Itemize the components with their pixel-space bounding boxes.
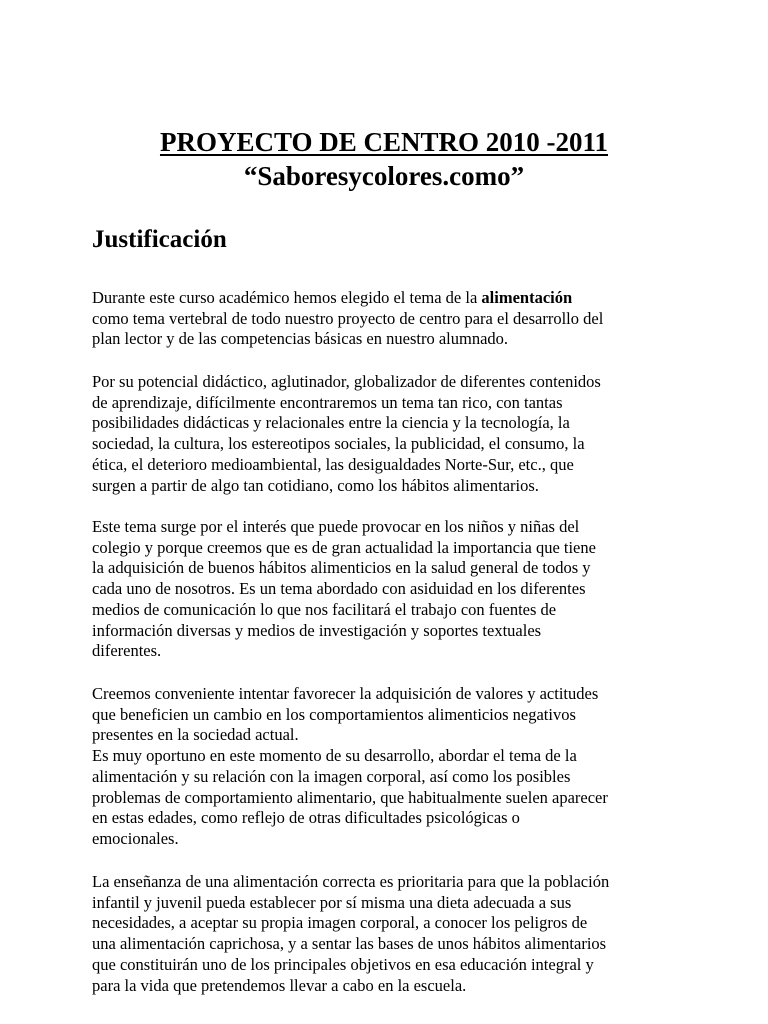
paragraph-line: diferentes.	[92, 641, 162, 661]
document-subtitle: “Saboresycolores.como”	[243, 161, 525, 191]
paragraph-2	[92, 372, 664, 496]
paragraph-line: Creemos conveniente intentar favorecer la adquisición de valores y actitudes	[92, 684, 599, 703]
paragraph-line: necesidades, a aceptar su propia imagen corporal, a conocer los peligros de	[92, 913, 588, 933]
paragraph-line: infantil y juvenil pueda establecer por sí misma una dieta adecuada a sus	[92, 892, 572, 912]
paragraph-line: medios de comunicación lo que nos facilitará el trabajo con fuentes de	[92, 599, 557, 619]
paragraph-5	[92, 872, 664, 996]
paragraph-line: que constituirán uno de los principales objetivos en esa educación integral y	[92, 954, 594, 974]
paragraph-line: Durante este curso académico hemos elegido el tema de la alimentación	[92, 288, 573, 307]
paragraph-line: que beneficien un cambio en los comportamientos alimenticios negativos	[92, 704, 576, 724]
paragraph-line: emocionales.	[92, 828, 179, 848]
paragraph-4	[92, 684, 664, 850]
section-heading: Justificación	[92, 226, 227, 253]
paragraph-1	[92, 288, 664, 350]
paragraph-line: surgen a partir de algo tan cotidiano, como los hábitos alimentarios.	[92, 475, 539, 495]
paragraph-line: de aprendizaje, difícilmente encontraremos un tema tan rico, con tantas	[92, 392, 563, 412]
document-title: PROYECTO DE CENTRO 2010 -2011	[159, 127, 609, 157]
bold-term: alimentación	[481, 288, 573, 307]
paragraph-line: la adquisición de buenos hábitos alimenticios en la salud general de todos y	[92, 558, 591, 578]
paragraph-line: presentes en la sociedad actual.	[92, 725, 299, 745]
paragraph-line: en estas edades, como reflejo de otras dificultades psicológicas o	[92, 808, 520, 828]
paragraph-line: para la vida que pretendemos llevar a cabo en la escuela.	[92, 975, 467, 995]
paragraph-line: sociedad, la cultura, los estereotipos sociales, la publicidad, el consumo, la	[92, 434, 585, 454]
paragraph-line: información diversas y medios de investigación y soportes textuales	[92, 620, 542, 640]
paragraph-line: una alimentación caprichosa, y a sentar las bases de unos hábitos alimentarios	[92, 934, 607, 954]
paragraph-line: cada uno de nosotros. Es un tema abordado con asiduidad en los diferentes	[92, 579, 586, 599]
paragraph-line: La enseñanza de una alimentación correcta es prioritaria para que la población	[92, 872, 610, 891]
paragraph-line: como tema vertebral de todo nuestro proyecto de centro para el desarrollo del	[92, 308, 604, 328]
paragraph-line: Es muy oportuno en este momento de su desarrollo, abordar el tema de la	[92, 746, 577, 766]
paragraph-line: Este tema surge por el interés que puede provocar en los niños y niñas del	[92, 517, 580, 536]
paragraph-line: colegio y porque creemos que es de gran actualidad la importancia que tiene	[92, 537, 596, 557]
paragraph-line: plan lector y de las competencias básicas en nuestro alumnado.	[92, 329, 509, 349]
paragraph-line: Por su potencial didáctico, aglutinador, globalizador de diferentes contenidos	[92, 372, 601, 391]
paragraph-line: ética, el deterioro medioambiental, las desigualdades Norte-Sur, etc., que	[92, 454, 574, 474]
paragraph-line: alimentación y su relación con la imagen corporal, así como los posibles	[92, 766, 571, 786]
paragraph-line: posibilidades didácticas y relacionales entre la ciencia y la tecnología, la	[92, 413, 570, 433]
paragraph-3	[92, 517, 664, 662]
paragraph-line: problemas de comportamiento alimentario, que habitualmente suelen aparecer	[92, 787, 608, 807]
